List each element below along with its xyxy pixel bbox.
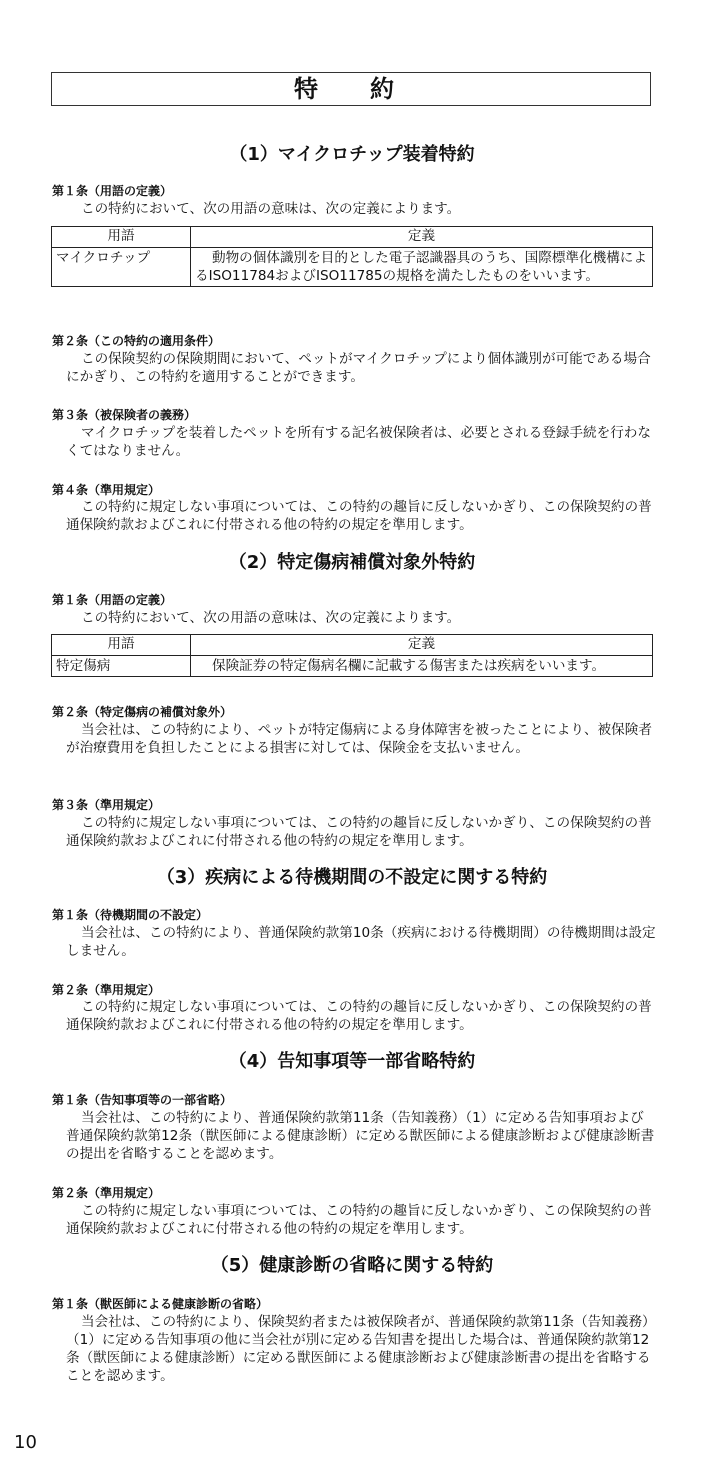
article-body: 当会社は、この特約により、ペットが特定傷病による身体障害を被ったことにより、被保険者が治療費用を負担したことによる損害に対しては、保険金を支払いません。 [66, 722, 652, 756]
page-title: 特 約 [51, 72, 651, 106]
article-body: この保険契約の保険期間において、ペットがマイクロチップにより個体識別が可能である場合にかぎり、この特約を適用することができます。 [66, 351, 651, 385]
definition-table [51, 634, 653, 677]
article-heading: 第１条（獣医師による健康診断の省略） [52, 1297, 269, 1311]
article-heading: 第２条（準用規定） [52, 983, 161, 997]
article-heading: 第２条（特定傷病の補償対象外） [52, 705, 233, 719]
definition-table [51, 226, 653, 287]
article-heading: 第２条（この特約の適用条件） [52, 334, 221, 348]
article-heading: 第１条（告知事項等の一部省略） [52, 1093, 233, 1107]
article-heading: 第４条（準用規定） [52, 483, 161, 497]
article-heading: 第１条（待機期間の不設定） [52, 908, 209, 922]
article-heading: 第３条（被保険者の義務） [52, 408, 197, 422]
article-heading: 第２条（準用規定） [52, 1186, 161, 1200]
article-heading: 第１条（用語の定義） [52, 593, 173, 607]
article-body: 当会社は、この特約により、保険契約者または被保険者が、普通保険約款第11条（告知義務）（1）に定める告知事項の他に当会社が別に定める告知書を提出した場合は、普通保険約款第12条（獣医師による健康診断）に定める獣医師による健康診断および健康診断書の提出を省略することを認めます。 [66, 1314, 656, 1384]
table-row [52, 656, 653, 677]
article-body: この特約に規定しない事項については、この特約の趣旨に反しないかぎり、この保険契約の普通保険約款およびこれに付帯される他の特約の規定を準用します。 [66, 1203, 652, 1237]
section-title-microchip: （1）マイクロチップ装着特約 [229, 144, 475, 165]
article-body: この特約に規定しない事項については、この特約の趣旨に反しないかぎり、この保険契約の普通保険約款およびこれに付帯される他の特約の規定を準用します。 [66, 815, 652, 849]
article-body: マイクロチップを装着したペットを所有する記名被保険者は、必要とされる登録手続を行わなくてはなりません。 [66, 425, 651, 459]
article-body: 当会社は、この特約により、普通保険約款第10条（疾病における待機期間）の待機期間は設定しません。 [66, 925, 656, 959]
table-cell-term: 特定傷病 [52, 656, 191, 677]
table-cell-term: マイクロチップ [52, 248, 191, 287]
table-header-definition: 定義 [191, 635, 653, 656]
article-heading: 第３条（準用規定） [52, 798, 161, 812]
page-number: 10 [14, 1432, 37, 1453]
section-title-specific-illness: （2）特定傷病補償対象外特約 [228, 552, 476, 573]
table-cell-definition: 動物の個体識別を目的とした電子認識器具のうち、国際標準化機構によるISO11784およびISO11785の規格を満たしたものをいいます。 [191, 248, 653, 287]
article-heading: 第１条（用語の定義） [52, 184, 173, 198]
article-body: この特約において、次の用語の意味は、次の定義によります。 [81, 610, 461, 626]
article-body: この特約に規定しない事項については、この特約の趣旨に反しないかぎり、この保険契約の普通保険約款およびこれに付帯される他の特約の規定を準用します。 [66, 499, 652, 533]
section-title-waiting-period: （3）疾病による待機期間の不設定に関する特約 [156, 867, 548, 888]
table-cell-definition: 保険証券の特定傷病名欄に記載する傷害または疾病をいいます。 [191, 656, 653, 677]
section-title-health-check-omission: （5）健康診断の省略に関する特約 [210, 1255, 494, 1276]
table-header-term: 用語 [52, 635, 191, 656]
section-title-disclosure-omission: （4）告知事項等一部省略特約 [228, 1051, 476, 1072]
table-header-term: 用語 [52, 227, 191, 248]
table-header-definition: 定義 [191, 227, 653, 248]
article-body: 当会社は、この特約により、普通保険約款第11条（告知義務）（1）に定める告知事項および普通保険約款第12条（獣医師による健康診断）に定める獣医師による健康診断および健康診断書の提出を省略することを認めます。 [66, 1110, 655, 1162]
article-body: この特約において、次の用語の意味は、次の定義によります。 [81, 201, 461, 217]
article-body: この特約に規定しない事項については、この特約の趣旨に反しないかぎり、この保険契約の普通保険約款およびこれに付帯される他の特約の規定を準用します。 [66, 999, 652, 1033]
table-row [52, 248, 653, 287]
